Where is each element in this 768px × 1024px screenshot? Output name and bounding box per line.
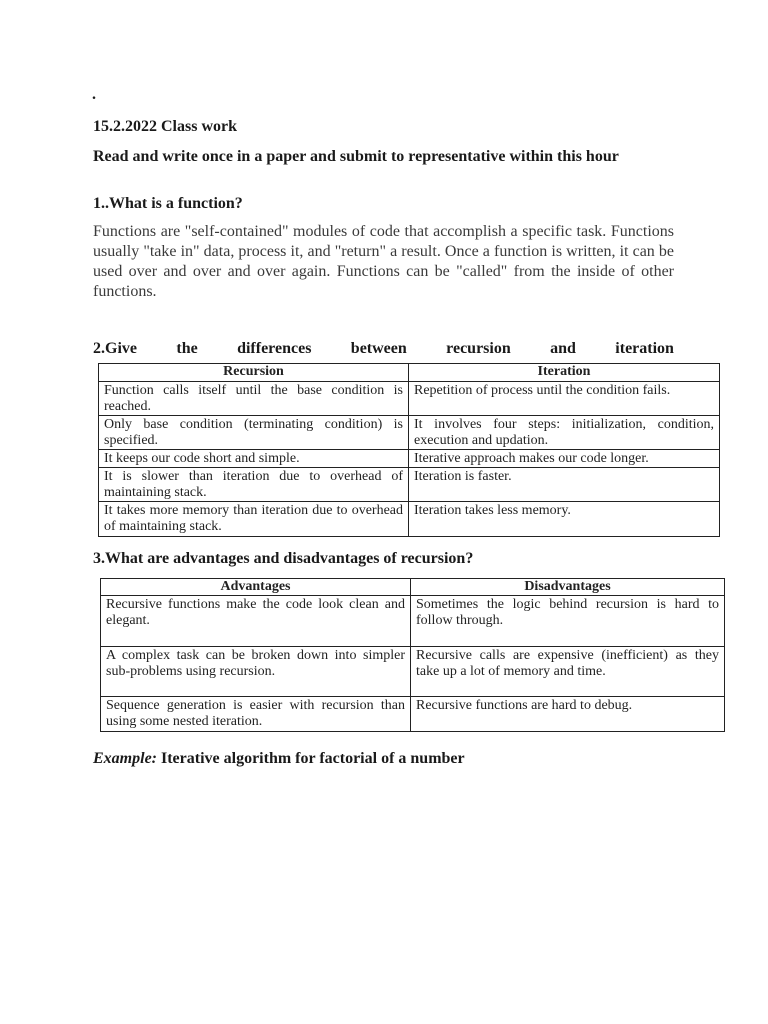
- question-1-answer: Functions are "self-contained" modules of code that accomplish a specific task. Functions usually "take in" data, process it, and "return" a result. Once a function is written, it can be used over and over and over again. Functions can be "called" from the inside of other functions.: [93, 223, 674, 300]
- table-cell: A complex task can be broken down into simpler sub-problems using recursion.: [101, 647, 411, 697]
- table-cell: It is slower than iteration due to overhead of maintaining stack.: [99, 468, 409, 502]
- table-row: [99, 416, 720, 450]
- question-1-title: 1..What is a function?: [93, 195, 243, 212]
- table-cell: Recursive functions are hard to debug.: [411, 697, 725, 732]
- example-text: Iterative algorithm for factorial of a number: [157, 750, 465, 767]
- date-heading: 15.2.2022 Class work: [93, 118, 238, 135]
- instruction-text: Read and write once in a paper and submit to representative within this hour: [93, 148, 619, 165]
- column-header-advantages: Advantages: [101, 579, 411, 596]
- table-cell: Iteration takes less memory.: [409, 502, 720, 537]
- table-cell: Function calls itself until the base condition is reached.: [99, 382, 409, 416]
- table-row: [101, 596, 725, 647]
- table-cell: Recursive functions make the code look clean and elegant.: [101, 596, 411, 647]
- question-2-word: and: [550, 340, 576, 357]
- table-header-row: [99, 364, 720, 382]
- question-2-word: the: [176, 340, 198, 357]
- column-header-iteration: Iteration: [409, 364, 720, 382]
- example-line: [93, 749, 465, 768]
- table-cell: Sequence generation is easier with recursion than using some nested iteration.: [101, 697, 411, 732]
- table-header-row: [101, 579, 725, 596]
- question-2-word: recursion: [446, 340, 511, 357]
- table-cell: Sometimes the logic behind recursion is hard to follow through.: [411, 596, 725, 647]
- table-row: [99, 382, 720, 416]
- table-cell: Only base condition (terminating condition) is specified.: [99, 416, 409, 450]
- table-cell: Iterative approach makes our code longer.: [409, 450, 720, 468]
- table-cell: Repetition of process until the condition fails.: [409, 382, 720, 416]
- recursion-vs-iteration-table: [98, 363, 720, 537]
- column-header-disadvantages: Disadvantages: [411, 579, 725, 596]
- question-2-word: differences: [237, 340, 312, 357]
- stray-dot: .: [92, 86, 96, 103]
- example-label: Example:: [93, 750, 157, 767]
- question-2-title: [93, 339, 674, 358]
- column-header-recursion: Recursion: [99, 364, 409, 382]
- question-2-word: 2.Give: [93, 340, 137, 357]
- table-cell: It takes more memory than iteration due to overhead of maintaining stack.: [99, 502, 409, 537]
- question-3-title: 3.What are advantages and disadvantages of recursion?: [93, 550, 474, 567]
- table-row: [99, 450, 720, 468]
- table-row: [101, 647, 725, 697]
- table-row: [99, 468, 720, 502]
- question-2-word: between: [350, 340, 407, 357]
- question-2-word: iteration: [615, 340, 674, 357]
- table-row: [101, 697, 725, 732]
- table-row: [99, 502, 720, 537]
- table-cell: Recursive calls are expensive (inefficient) as they take up a lot of memory and time.: [411, 647, 725, 697]
- table-cell: Iteration is faster.: [409, 468, 720, 502]
- advantages-disadvantages-table: [100, 578, 725, 732]
- table-cell: It keeps our code short and simple.: [99, 450, 409, 468]
- table-cell: It involves four steps: initialization, condition, execution and updation.: [409, 416, 720, 450]
